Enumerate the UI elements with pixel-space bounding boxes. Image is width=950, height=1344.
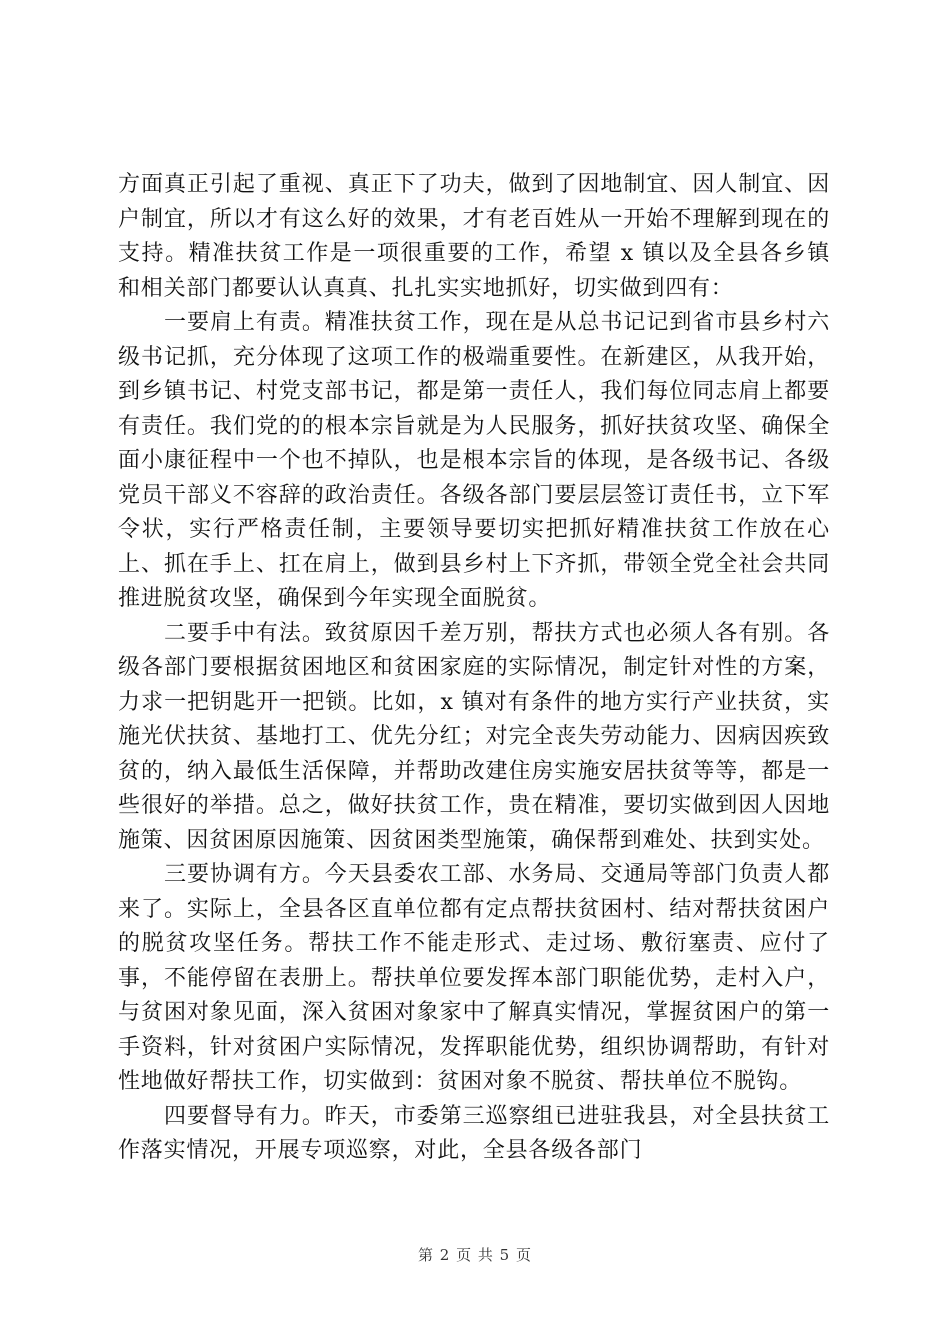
paragraph-point-three: 三要协调有方。今天县委农工部、水务局、交通局等部门负责人都来了。实际上，全县各区直单位都有定点帮扶贫困村、结对帮扶贫困户的脱贫攻坚任务。帮扶工作不能走形式、走过场、敷衍塞责、应付了事，不能停留在表册上。帮扶单位要发挥本部门职能优势，走村入户，与贫困对象见面，深入贫困对象家中了解真实情况，掌握贫困户的第一手资料，针对贫困户实际情况，发挥职能优势，组织协调帮助，有针对性地做好帮扶工作，切实做到：贫困对象不脱贫、帮扶单位不脱钩。 [118, 862, 830, 1094]
paragraph-continuation: 方面真正引起了重视、真正下了功夫，做到了因地制宜、因人制宜、因户制宜，所以才有这么好的效果，才有老百姓从一开始不理解到现在的支持。精准扶贫工作是一项很重要的工作，希望 x 镇以及全县各乡镇和相关部门都要认认真真、扎扎实实地抓好，切实做到四有： [118, 172, 830, 301]
paragraph-point-four: 四要督导有力。昨天，市委第三巡察组已进驻我县，对全县扶贫工作落实情况，开展专项巡察，对此，全县各级各部门 [118, 1103, 830, 1163]
document-body [118, 168, 830, 1169]
paragraph-point-two: 二要手中有法。致贫原因千差万别，帮扶方式也必须人各有别。各级各部门要根据贫困地区和贫困家庭的实际情况，制定针对性的方案，力求一把钥匙开一把锁。比如，x 镇对有条件的地方实行产业扶贫，实施光伏扶贫、基地打工、优先分红；对完全丧失劳动能力、因病因疾致贫的，纳入最低生活保障，并帮助改建住房实施安居扶贫等等，都是一些很好的举措。总之，做好扶贫工作，贵在精准，要切实做到因人因地施策、因贫困原因施策、因贫困类型施策，确保帮到难处、扶到实处。 [118, 620, 830, 853]
paragraph-point-one: 一要肩上有责。精准扶贫工作，现在是从总书记记到省市县乡村六级书记抓，充分体现了这项工作的极端重要性。在新建区，从我开始，到乡镇书记、村党支部书记，都是第一责任人，我们每位同志肩上都要有责任。我们党的的根本宗旨就是为人民服务，抓好扶贫攻坚、确保全面小康征程中一个也不掉队，也是根本宗旨的体现，是各级书记、各级党员干部义不容辞的政治责任。各级各部门要层层签订责任书，立下军令状，实行严格责任制，主要领导要切实把抓好精准扶贫工作放在心上、抓在手上、扛在肩上，做到县乡村上下齐抓，带领全党全社会共同推进脱贫攻坚，确保到今年实现全面脱贫。 [118, 310, 830, 611]
page-number-footer: 第 2 页 共 5 页 [418, 1246, 532, 1264]
